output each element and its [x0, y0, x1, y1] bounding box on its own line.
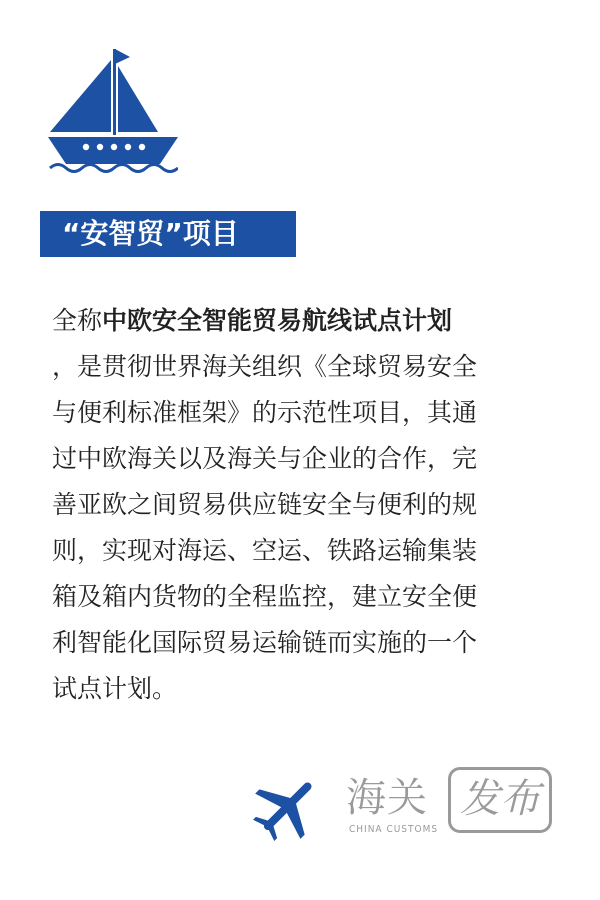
sailboat-icon: [48, 46, 178, 174]
body-line: 试点计划。: [52, 674, 178, 703]
body-line: 箱及箱内货物的全程监控，建立安全便: [52, 582, 478, 611]
section-title: “安智贸”项目: [40, 211, 296, 257]
body-line: 过中欧海关以及海关与企业的合作，完: [52, 444, 478, 473]
body-line: 则，实现对海运、空运、铁路运输集装: [52, 536, 478, 565]
logo-text: 海关: [346, 775, 428, 821]
body-line: 善亚欧之间贸易供应链安全与便利的规: [52, 490, 478, 519]
program-full-name: 中欧安全智能贸易航线试点计划: [102, 306, 453, 335]
logo-subtitle: CHINA CUSTOMS: [349, 824, 439, 835]
body-line: 利智能化国际贸易运输链而实施的一个: [52, 628, 478, 657]
body-line: 与便利标准框架》的示范性项目，其通: [52, 398, 478, 427]
description-text: [52, 298, 552, 712]
airplane-icon: [252, 772, 322, 842]
body-line: ，是贯彻世界海关组织《全球贸易安全: [52, 352, 478, 381]
body-prefix: 全称: [52, 306, 103, 335]
body-line-1: [52, 298, 552, 344]
logo-badge: 发布: [448, 767, 552, 833]
